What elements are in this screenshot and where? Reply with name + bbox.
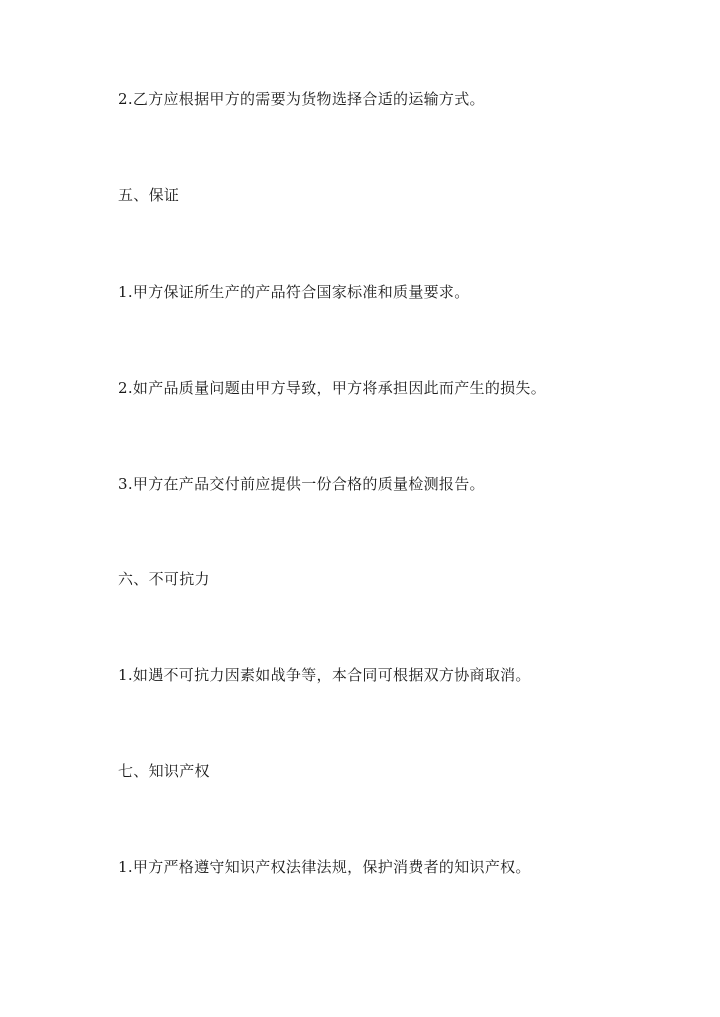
clause-quality-report: 3.甲方在产品交付前应提供一份合格的质量检测报告。 — [118, 475, 485, 493]
clause-quality-liability: 2.如产品质量问题由甲方导致，甲方将承担因此而产生的损失。 — [118, 379, 547, 397]
clause-transport-method: 2.乙方应根据甲方的需要为货物选择合适的运输方式。 — [118, 90, 485, 108]
clause-force-majeure-cancel: 1.如遇不可抗力因素如战争等，本合同可根据双方协商取消。 — [118, 666, 531, 684]
section-heading-ip: 七、知识产权 — [118, 762, 210, 780]
clause-product-standards: 1.甲方保证所生产的产品符合国家标准和质量要求。 — [118, 283, 470, 301]
clause-ip-compliance: 1.甲方严格遵守知识产权法律法规，保护消费者的知识产权。 — [118, 858, 531, 876]
section-heading-force-majeure: 六、不可抗力 — [118, 570, 210, 588]
section-heading-guarantee: 五、保证 — [118, 186, 180, 204]
